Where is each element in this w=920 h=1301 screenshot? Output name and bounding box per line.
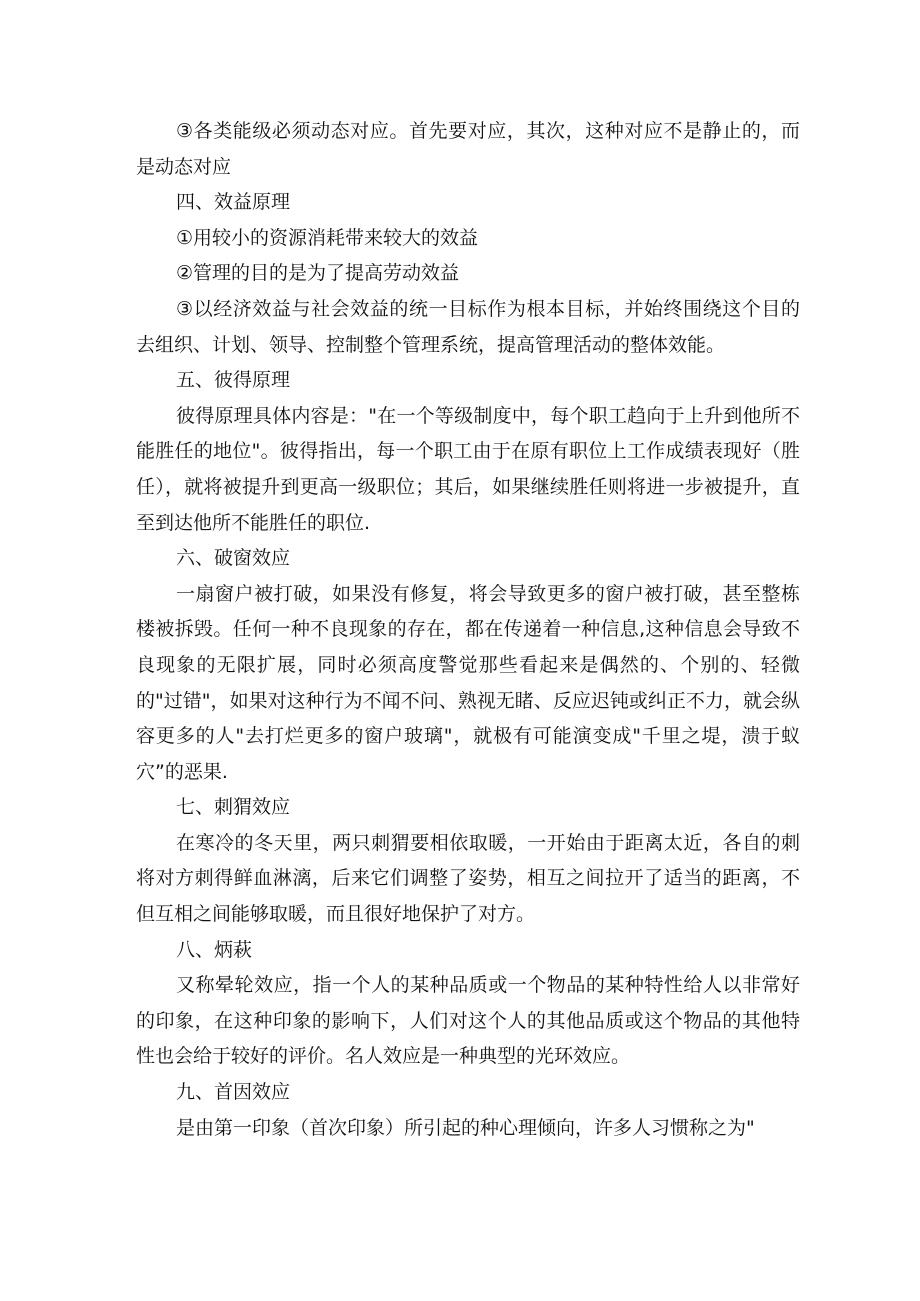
list-item-benefit-2: ②管理的目的是为了提高劳动效益 (176, 262, 460, 285)
list-item-benefit-1: ①用较小的资源消耗带来较大的效益 (176, 226, 479, 249)
paragraph-broken-windows: 一扇窗户被打破，如果没有修复，将会导致更多的窗户被打破，甚至整栋楼被拆毁。任何一种不良现象的存在，都在传递着一种信息,这种信息会导致不良现象的无限扩展，同时必须高度警觉那些看起来是偶然的、个别的、轻微的"过错"，如果对这种行为不闻不问、熟视无睹、反应迟钝或纠正不力，就会纵容更多的人"去打烂更多的窗户玻璃"，就极有可能演变成"千里之堤，溃于蚁穴”的恶果. (136, 582, 800, 783)
list-item-benefit-3: ③以经济效益与社会效益的统一目标作为根本目标，并始终围绕这个目的去组织、计划、领导、控制整个管理系统，提高管理活动的整体效能。 (136, 297, 800, 356)
paragraph-primacy-effect: 是由第一印象（首次印象）所引起的种心理倾向，许多人习惯称之为" (176, 1116, 755, 1139)
heading-hedgehog-effect: 七、刺猬效应 (176, 796, 291, 819)
heading-peter-principle: 五、彼得原理 (176, 369, 291, 392)
heading-benefit-principle: 四、效益原理 (176, 191, 291, 214)
paragraph-dynamic-correspondence: ③各类能级必须动态对应。首先要对应，其次，这种对应不是静止的，而是动态对应 (136, 120, 800, 178)
heading-broken-windows: 六、破窗效应 (176, 547, 291, 570)
paragraph-peter-principle: 彼得原理具体内容是："在一个等级制度中，每个职工趋向于上升到他所不能胜任的地位"。彼得指出，每一个职工由于在原有职位上工作成绩表现好（胜任），就将被提升到更高一级职位；其后，如果继续胜任则将进一步被提升，直至到达他所不能胜任的职位. (136, 404, 800, 534)
heading-halo-effect: 八、炳萩 (176, 938, 253, 961)
paragraph-hedgehog-effect: 在寒冷的冬天里，两只刺猬要相依取暖，一开始由于距离太近，各自的刺将对方刺得鲜血淋漓，后来它们调整了姿势，相互之间拉开了适当的距离，不但互相之间能够取暖，而且很好地保护了对方。 (136, 831, 800, 926)
paragraph-halo-effect: 又称晕轮效应，指一个人的某种品质或一个物品的某种特性给人以非常好的印象，在这种印象的影响下，人们对这个人的其他品质或这个物品的其他特性也会给于较好的评价。名人效应是一种典型的光环效应。 (136, 974, 800, 1068)
heading-primacy-effect: 九、首因效应 (176, 1081, 291, 1104)
document-page (136, 114, 800, 1146)
